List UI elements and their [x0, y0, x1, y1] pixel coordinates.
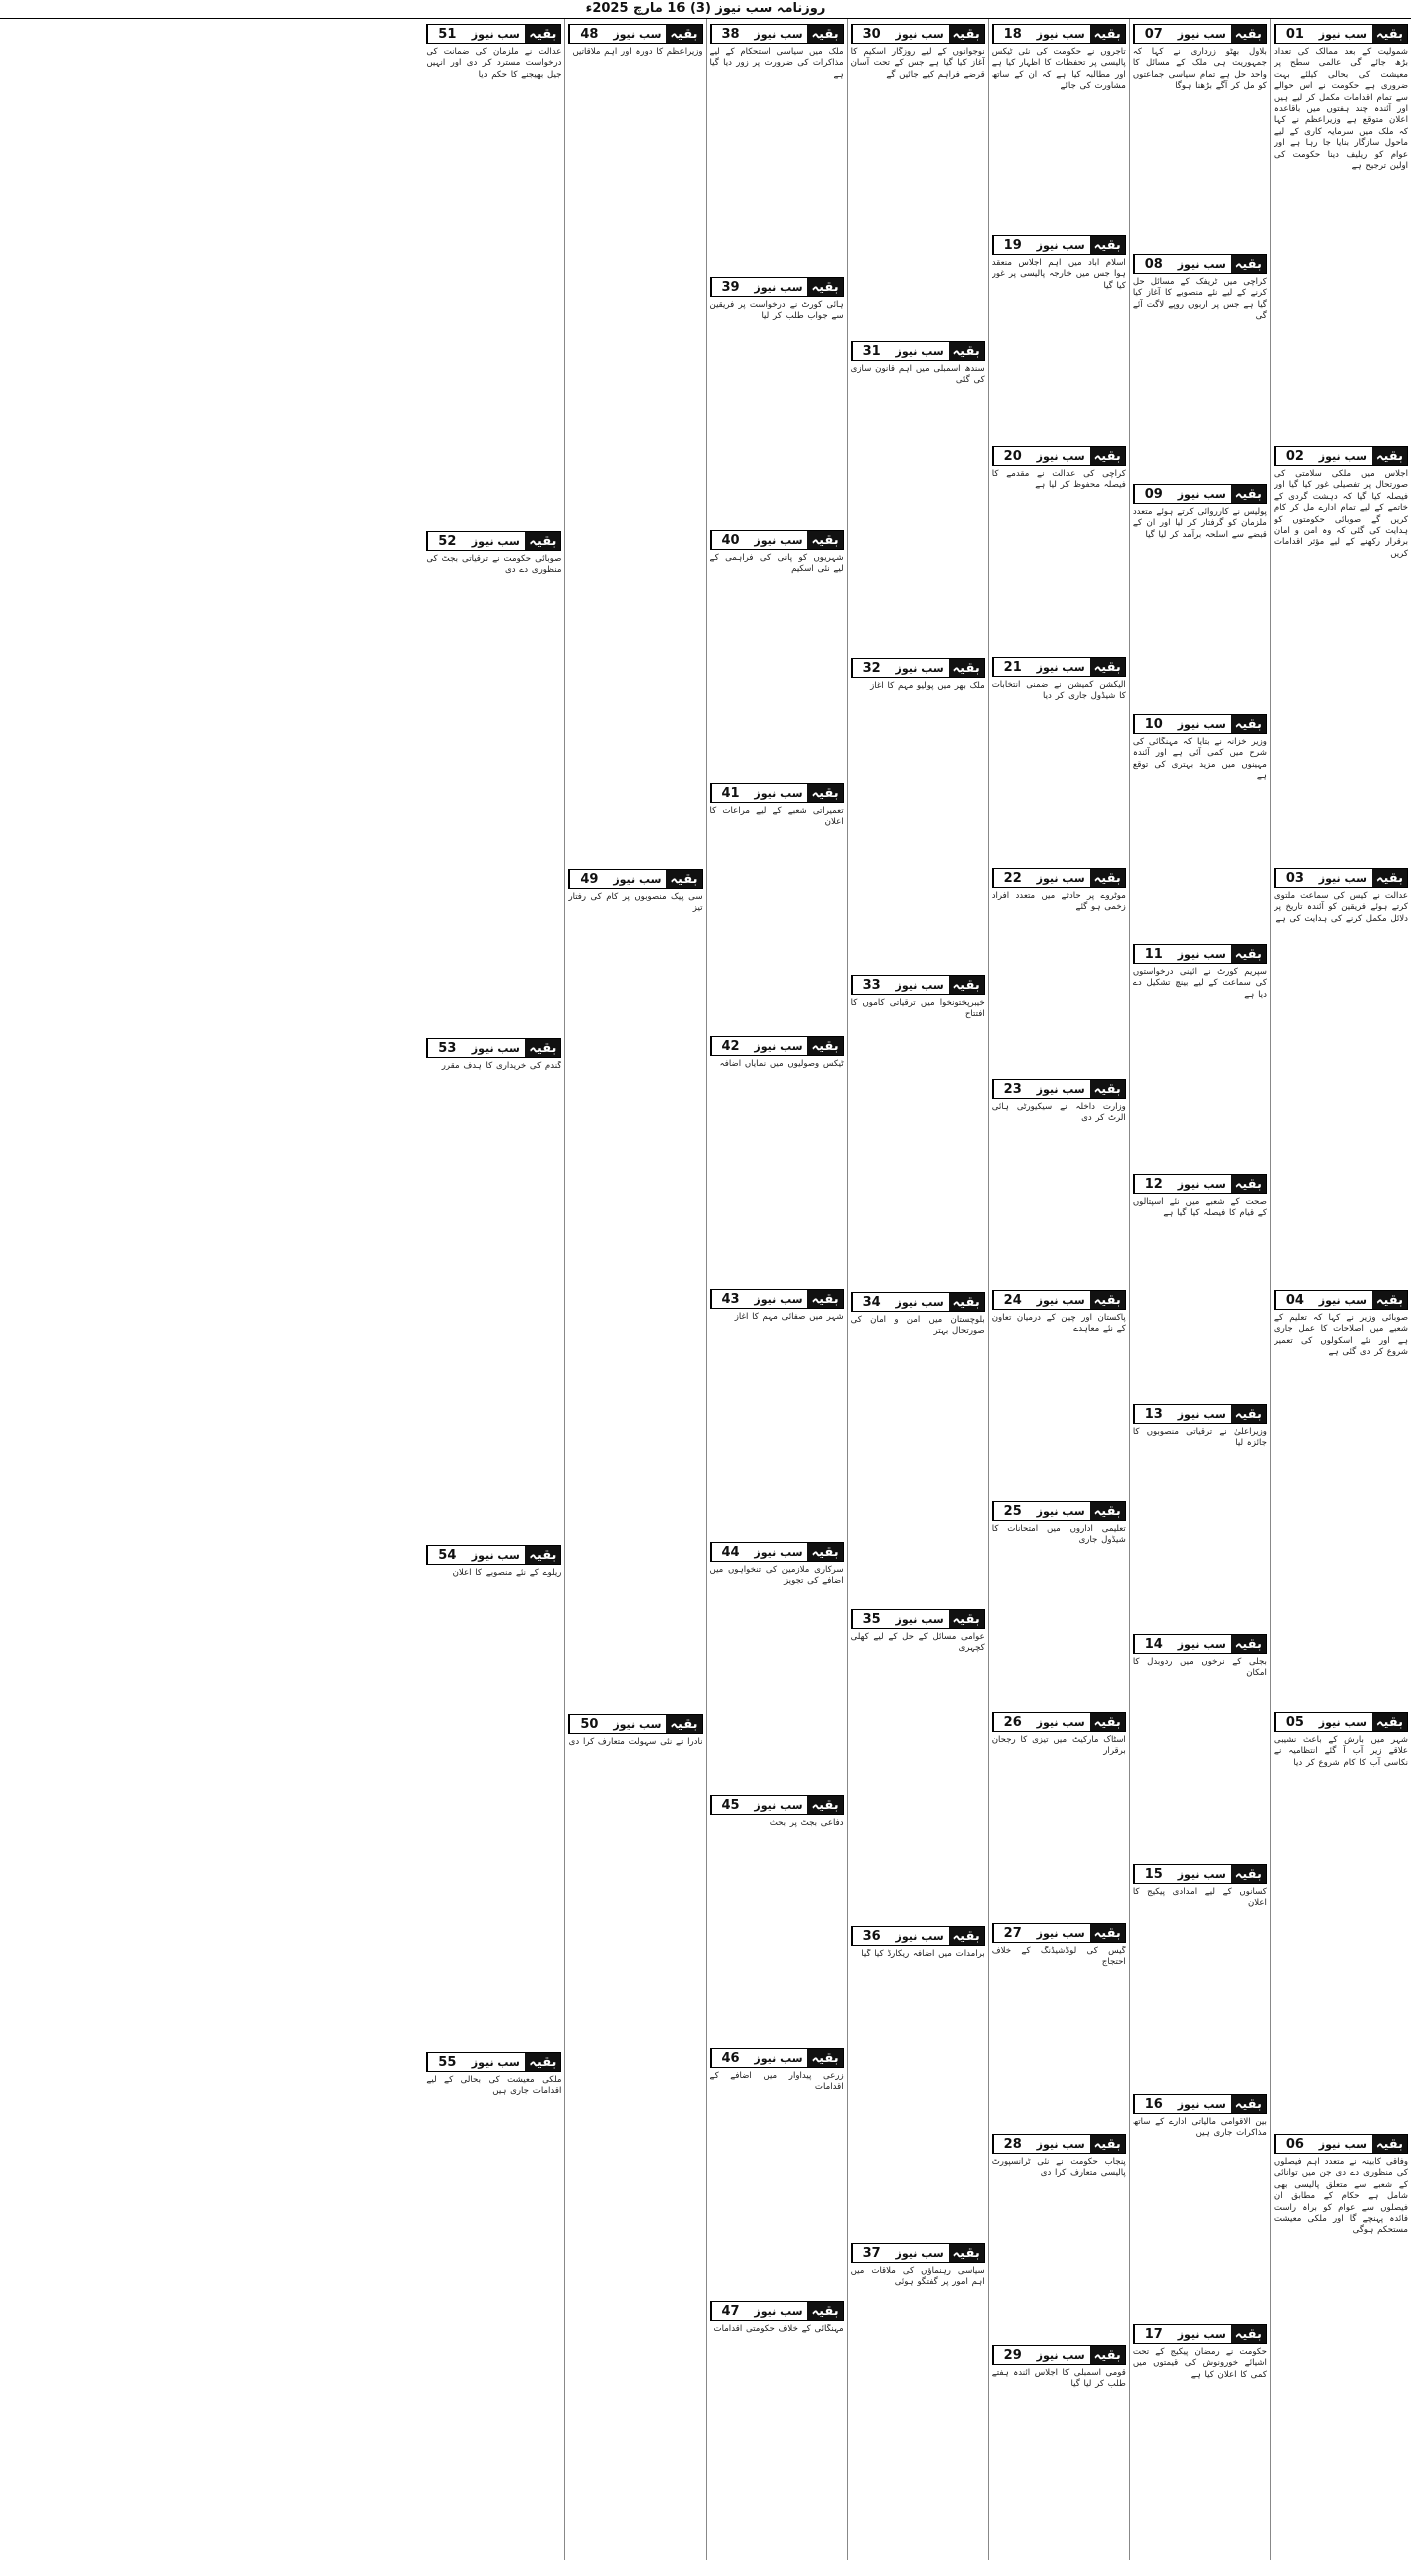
article-text: وزارت داخلہ نے سیکیورٹی ہائی الرٹ کر دی: [991, 1102, 1126, 1124]
continuation-tag: [1133, 1174, 1267, 1194]
continuation-number: 54: [427, 1546, 466, 1564]
continuation-number: 23: [993, 1080, 1032, 1098]
sub-news-label: سب نیوز: [1036, 2348, 1085, 2362]
sub-news-label: سب نیوز: [1036, 2137, 1085, 2151]
continuation-tag: [568, 1714, 702, 1734]
continuation-number: 16: [1134, 2095, 1173, 2113]
article-text: گیس کی لوڈشیڈنگ کے خلاف احتجاج: [991, 1946, 1126, 1968]
continuation-number: 41: [711, 784, 750, 802]
continuation-tag: [426, 531, 561, 551]
article-text: صوبائی وزیر نے کہا کہ تعلیم کے شعبے میں اصلاحات کا عمل جاری ہے اور نئے اسکولوں کی تعمیر شروع کر دی گئی ہے: [1273, 1313, 1408, 1358]
continuation-number: 04: [1275, 1291, 1314, 1309]
baqia-label: بقیہ: [1090, 1502, 1125, 1520]
sub-news-label: سب نیوز: [471, 1041, 520, 1055]
continuation-number: 26: [993, 1713, 1032, 1731]
sub-news-label: سب نیوز: [895, 978, 944, 992]
article-text: سرکاری ملازمین کی تنخواہوں میں اضافے کی تجویز: [709, 1565, 844, 1587]
sub-news-label: سب نیوز: [1177, 487, 1226, 501]
article-text: دفاعی بجٹ پر بحث: [769, 1818, 844, 1828]
baqia-label: بقیہ: [949, 342, 984, 360]
sub-news-label: سب نیوز: [754, 280, 803, 294]
baqia-label: بقیہ: [1231, 2095, 1266, 2113]
sub-news-label: سب نیوز: [1318, 1293, 1367, 1307]
sub-news-label: سب نیوز: [895, 2246, 944, 2260]
continuation-number: 08: [1134, 255, 1173, 273]
sub-news-label: سب نیوز: [895, 1295, 944, 1309]
continuation-tag: [992, 2345, 1126, 2365]
baqia-label: بقیہ: [1090, 1924, 1125, 1942]
sub-news-label: سب نیوز: [1177, 1407, 1226, 1421]
article-text: ملک میں سیاسی استحکام کے لیے مذاکرات کی ضرورت پر زور دیا گیا ہے: [709, 47, 844, 80]
article-text: نوجوانوں کے لیے روزگار اسکیم کا آغاز کیا گیا ہے جس کے تحت آسان قرضے فراہم کیے جائیں گے: [850, 47, 985, 80]
article-text: وزیر خزانہ نے بتایا کہ مہنگائی کی شرح میں کمی آئی ہے اور آئندہ مہینوں میں مزید بہتری کی توقع ہے: [1132, 737, 1267, 782]
continuation-tag: [1274, 1712, 1408, 1732]
baqia-label: بقیہ: [949, 1293, 984, 1311]
news-column: [1270, 19, 1411, 2560]
article-text: تاجروں نے حکومت کی نئی ٹیکس پالیسی پر تحفظات کا اظہار کیا ہے اور مطالبہ کیا ہے کہ ان کے ساتھ مشاورت کی جائے: [991, 47, 1126, 92]
continuation-number: 19: [993, 236, 1032, 254]
continuation-tag: [1133, 484, 1267, 504]
baqia-label: بقیہ: [1090, 2346, 1125, 2364]
article-text: مہنگائی کے خلاف حکومتی اقدامات: [713, 2324, 844, 2334]
article-text: اسلام آباد میں اہم اجلاس منعقد ہوا جس میں خارجہ پالیسی پر غور کیا گیا: [991, 258, 1126, 291]
continuation-tag: [1274, 446, 1408, 466]
sub-news-label: سب نیوز: [1036, 27, 1085, 41]
sub-news-label: سب نیوز: [613, 27, 662, 41]
sub-news-label: سب نیوز: [895, 344, 944, 358]
baqia-label: بقیہ: [1090, 658, 1125, 676]
continuation-number: 33: [852, 976, 891, 994]
article-text: وزیراعظم کا دورہ اور اہم ملاقاتیں: [572, 47, 703, 57]
continuation-tag: [992, 657, 1126, 677]
continuation-number: 34: [852, 1293, 891, 1311]
article-text: صحت کے شعبے میں نئے اسپتالوں کے قیام کا فیصلہ کیا گیا ہے: [1132, 1197, 1267, 1219]
sub-news-label: سب نیوز: [1177, 2327, 1226, 2341]
continuation-number: 02: [1275, 447, 1314, 465]
continuation-tag: [992, 235, 1126, 255]
continuation-number: 01: [1275, 25, 1314, 43]
baqia-label: بقیہ: [1231, 945, 1266, 963]
article-text: عدالت نے ملزمان کی ضمانت کی درخواست مسترد کر دی اور انہیں جیل بھیجنے کا حکم دیا: [426, 47, 562, 80]
article-text: ٹیکس وصولیوں میں نمایاں اضافہ: [719, 1059, 844, 1069]
article-text: سپریم کورٹ نے آئینی درخواستوں کی سماعت کے لیے بینچ تشکیل دے دیا ہے: [1132, 967, 1267, 1000]
continuation-number: 30: [852, 25, 891, 43]
baqia-label: بقیہ: [1231, 485, 1266, 503]
baqia-label: بقیہ: [1090, 869, 1125, 887]
continuation-number: 40: [711, 531, 750, 549]
news-column: [988, 19, 1129, 2560]
continuation-tag: [992, 868, 1126, 888]
article-text: شہر میں بارش کے باعث نشیبی علاقے زیر آب آ گئے انتظامیہ نے نکاسی آب کا کام شروع کر دیا: [1273, 1735, 1408, 1768]
sub-news-label: سب نیوز: [754, 1545, 803, 1559]
article-text: پاکستان اور چین کے درمیان تعاون کے نئے معاہدے: [991, 1313, 1126, 1335]
article-text: بجلی کے نرخوں میں ردوبدل کا امکان: [1132, 1657, 1267, 1679]
article-text: تعمیراتی شعبے کے لیے مراعات کا اعلان: [709, 806, 844, 828]
continuation-tag: [710, 530, 844, 550]
baqia-label: بقیہ: [666, 1715, 701, 1733]
baqia-label: بقیہ: [807, 2049, 842, 2067]
baqia-label: بقیہ: [666, 870, 701, 888]
sub-news-label: سب نیوز: [1318, 1715, 1367, 1729]
baqia-label: بقیہ: [807, 1037, 842, 1055]
continuation-number: 48: [569, 25, 608, 43]
continuation-number: 32: [852, 659, 891, 677]
continuation-number: 17: [1134, 2325, 1173, 2343]
baqia-label: بقیہ: [949, 976, 984, 994]
continuation-tag: [992, 2134, 1126, 2154]
article-text: سندھ اسمبلی میں اہم قانون سازی کی گئی: [850, 364, 985, 386]
continuation-tag: [1274, 2134, 1408, 2154]
baqia-label: بقیہ: [1231, 1175, 1266, 1193]
continuation-tag: [851, 1926, 985, 1946]
sub-news-label: سب نیوز: [1036, 1504, 1085, 1518]
baqia-label: بقیہ: [807, 1543, 842, 1561]
baqia-label: بقیہ: [525, 1039, 560, 1057]
continuation-tag: [851, 2243, 985, 2263]
continuation-tag: [851, 1292, 985, 1312]
continuation-tag: [992, 1712, 1126, 1732]
article-text: ریلوے کے نئے منصوبے کا اعلان: [452, 1568, 562, 1578]
baqia-label: بقیہ: [807, 278, 842, 296]
continuation-tag: [851, 975, 985, 995]
continuation-number: 15: [1134, 1865, 1173, 1883]
news-column: [423, 19, 564, 2560]
continuation-tag: [1133, 2324, 1267, 2344]
sub-news-label: سب نیوز: [613, 1717, 662, 1731]
continuation-number: 35: [852, 1610, 891, 1628]
sub-news-label: سب نیوز: [1177, 717, 1226, 731]
sub-news-label: سب نیوز: [1177, 2097, 1226, 2111]
news-column: [706, 19, 847, 2560]
baqia-label: بقیہ: [1231, 25, 1266, 43]
sub-news-label: سب نیوز: [613, 872, 662, 886]
continuation-number: 03: [1275, 869, 1314, 887]
continuation-tag: [710, 2301, 844, 2321]
continuation-number: 44: [711, 1543, 750, 1561]
continuation-tag: [710, 2048, 844, 2068]
continuation-tag: [426, 1545, 561, 1565]
news-column: [1129, 19, 1270, 2560]
continuation-tag: [851, 1609, 985, 1629]
baqia-label: بقیہ: [949, 659, 984, 677]
sub-news-label: سب نیوز: [895, 27, 944, 41]
baqia-label: بقیہ: [807, 531, 842, 549]
continuation-tag: [1133, 1404, 1267, 1424]
baqia-label: بقیہ: [1090, 447, 1125, 465]
continuation-number: 49: [569, 870, 608, 888]
article-text: سی پیک منصوبوں پر کام کی رفتار تیز: [568, 892, 703, 914]
continuation-number: 20: [993, 447, 1032, 465]
article-text: حکومت نے رمضان پیکیج کے تحت اشیائے خورونوش کی قیمتوں میں کمی کا اعلان کیا ہے: [1132, 2347, 1267, 2380]
sub-news-label: سب نیوز: [1177, 257, 1226, 271]
sub-news-label: سب نیوز: [1318, 871, 1367, 885]
sub-news-label: سب نیوز: [895, 661, 944, 675]
continuation-number: 06: [1275, 2135, 1314, 2153]
article-text: ملک بھر میں پولیو مہم کا آغاز: [870, 681, 985, 691]
baqia-label: بقیہ: [1372, 25, 1407, 43]
continuation-number: 18: [993, 25, 1032, 43]
continuation-number: 14: [1134, 1635, 1173, 1653]
continuation-number: 38: [711, 25, 750, 43]
baqia-label: بقیہ: [1090, 25, 1125, 43]
baqia-label: بقیہ: [1372, 447, 1407, 465]
continuation-number: 27: [993, 1924, 1032, 1942]
article-text: برآمدات میں اضافہ ریکارڈ کیا گیا: [861, 1949, 985, 1959]
sub-news-label: سب نیوز: [754, 1798, 803, 1812]
continuation-number: 09: [1134, 485, 1173, 503]
sub-news-label: سب نیوز: [1036, 660, 1085, 674]
baqia-label: بقیہ: [666, 25, 701, 43]
article-text: عوامی مسائل کے حل کے لیے کھلی کچہری: [850, 1632, 985, 1654]
article-text: گندم کی خریداری کا ہدف مقرر: [441, 1061, 562, 1071]
continuation-number: 50: [569, 1715, 608, 1733]
article-text: ملکی معیشت کی بحالی کے لیے اقدامات جاری ہیں: [426, 2075, 562, 2097]
baqia-label: بقیہ: [1231, 1405, 1266, 1423]
continuation-tag: [851, 24, 985, 44]
baqia-label: بقیہ: [949, 1927, 984, 1945]
sub-news-label: سب نیوز: [754, 533, 803, 547]
article-text: اجلاس میں ملکی سلامتی کی صورتحال پر تفصیلی غور کیا گیا اور فیصلہ کیا گیا کہ دہشت گردی کے خاتمے کے لیے تمام ادارے مل کر کام کریں گے صوبائی حکومتوں کو ہدایت کی گئی کہ وہ امن و امان برقرار رکھنے کے لیے مؤثر اقدامات کریں: [1273, 469, 1408, 559]
sub-news-label: سب نیوز: [754, 27, 803, 41]
article-text: خیبرپختونخوا میں ترقیاتی کاموں کا افتتاح: [850, 998, 985, 1020]
continuation-number: 07: [1134, 25, 1173, 43]
continuation-number: 11: [1134, 945, 1173, 963]
baqia-label: بقیہ: [1231, 2325, 1266, 2343]
continuation-number: 36: [852, 1927, 891, 1945]
continuation-number: 42: [711, 1037, 750, 1055]
article-text: صوبائی حکومت نے ترقیاتی بجٹ کی منظوری دے دی: [426, 554, 562, 576]
baqia-label: بقیہ: [807, 2302, 842, 2320]
baqia-label: بقیہ: [1090, 236, 1125, 254]
sub-news-label: سب نیوز: [895, 1929, 944, 1943]
sub-news-label: سب نیوز: [1036, 449, 1085, 463]
baqia-label: بقیہ: [1090, 1291, 1125, 1309]
continuation-number: 45: [711, 1796, 750, 1814]
article-text: شہریوں کو پانی کی فراہمی کے لیے نئی اسکیم: [709, 553, 844, 575]
continuation-tag: [851, 658, 985, 678]
newspaper-header: روزنامہ سب نیوز (3) 16 مارچ 2025ء: [0, 0, 1411, 19]
continuation-number: 37: [852, 2244, 891, 2262]
continuation-tag: [568, 24, 702, 44]
continuation-number: 53: [427, 1039, 466, 1057]
continuation-number: 43: [711, 1290, 750, 1308]
baqia-label: بقیہ: [949, 2244, 984, 2262]
continuation-number: 22: [993, 869, 1032, 887]
continuation-number: 05: [1275, 1713, 1314, 1731]
continuation-tag: [710, 1036, 844, 1056]
continuation-tag: [1133, 2094, 1267, 2114]
baqia-label: بقیہ: [949, 25, 984, 43]
continuation-number: 46: [711, 2049, 750, 2067]
article-text: وزیراعلیٰ نے ترقیاتی منصوبوں کا جائزہ لیا: [1132, 1427, 1267, 1449]
continuation-tag: [1274, 868, 1408, 888]
continuation-tag: [992, 1079, 1126, 1099]
continuation-tag: [1133, 714, 1267, 734]
sub-news-label: سب نیوز: [471, 2055, 520, 2069]
baqia-label: بقیہ: [1372, 869, 1407, 887]
sub-news-label: سب نیوز: [1036, 1715, 1085, 1729]
sub-news-label: سب نیوز: [754, 2051, 803, 2065]
baqia-label: بقیہ: [1231, 255, 1266, 273]
sub-news-label: سب نیوز: [1177, 947, 1226, 961]
sub-news-label: سب نیوز: [1036, 1082, 1085, 1096]
baqia-label: بقیہ: [807, 1290, 842, 1308]
article-text: پولیس نے کارروائی کرتے ہوئے متعدد ملزمان کو گرفتار کر لیا اور ان کے قبضے سے اسلحہ برآمد کر لیا گیا: [1132, 507, 1267, 540]
continuation-number: 12: [1134, 1175, 1173, 1193]
baqia-label: بقیہ: [1372, 1713, 1407, 1731]
continuation-number: 25: [993, 1502, 1032, 1520]
continuation-tag: [1133, 254, 1267, 274]
continuation-tag: [426, 2052, 561, 2072]
news-column: [564, 19, 705, 2560]
continuation-tag: [710, 1289, 844, 1309]
continuation-tag: [1133, 1634, 1267, 1654]
continuation-number: 21: [993, 658, 1032, 676]
sub-news-label: سب نیوز: [471, 27, 520, 41]
continuation-tag: [992, 24, 1126, 44]
baqia-label: بقیہ: [949, 1610, 984, 1628]
continuation-number: 55: [427, 2053, 466, 2071]
sub-news-label: سب نیوز: [471, 1548, 520, 1562]
newspaper-page: [0, 19, 1411, 2560]
continuation-tag: [568, 869, 702, 889]
baqia-label: بقیہ: [1231, 1865, 1266, 1883]
continuation-number: 47: [711, 2302, 750, 2320]
article-text: بین الاقوامی مالیاتی ادارے کے ساتھ مذاکرات جاری ہیں: [1132, 2117, 1267, 2139]
continuation-number: 29: [993, 2346, 1032, 2364]
article-text: بلوچستان میں امن و امان کی صورتحال بہتر: [850, 1315, 985, 1337]
baqia-label: بقیہ: [807, 1796, 842, 1814]
baqia-label: بقیہ: [1090, 2135, 1125, 2153]
sub-news-label: سب نیوز: [1177, 27, 1226, 41]
sub-news-label: سب نیوز: [1036, 1293, 1085, 1307]
sub-news-label: سب نیوز: [1036, 238, 1085, 252]
article-text: شمولیت کے بعد ممالک کی تعداد بڑھ جائے گی عالمی سطح پر معیشت کی بحالی کیلئے بہت ضروری ہے حکومت نے اس حوالے سے تمام اقدامات مکمل کر لیے ہیں اور آئندہ چند ہفتوں میں باقاعدہ اعلان متوقع ہے وزیراعظم نے کہا کہ ملک میں سرمایہ کاری کے لیے ماحول سازگار بنایا جا رہا ہے اور عوام کو ریلیف دینا حکومت کی اولین ترجیح ہے: [1273, 47, 1408, 172]
continuation-tag: [1274, 24, 1408, 44]
continuation-number: 10: [1134, 715, 1173, 733]
continuation-tag: [851, 341, 985, 361]
sub-news-label: سب نیوز: [895, 1612, 944, 1626]
article-text: عدالت نے کیس کی سماعت ملتوی کرتے ہوئے فریقین کو آئندہ تاریخ پر دلائل مکمل کرنے کی ہدایت کی ہے: [1273, 891, 1408, 924]
continuation-tag: [1274, 1290, 1408, 1310]
sub-news-label: سب نیوز: [1177, 1637, 1226, 1651]
article-text: شہر میں صفائی مہم کا آغاز: [734, 1312, 844, 1322]
sub-news-label: سب نیوز: [1036, 871, 1085, 885]
continuation-tag: [710, 277, 844, 297]
baqia-label: بقیہ: [1090, 1713, 1125, 1731]
article-text: الیکشن کمیشن نے ضمنی انتخابات کا شیڈول جاری کر دیا: [991, 680, 1126, 702]
sub-news-label: سب نیوز: [1318, 27, 1367, 41]
article-text: سیاسی رہنماؤں کی ملاقات میں اہم امور پر گفتگو ہوئی: [850, 2266, 985, 2288]
continuation-tag: [992, 1501, 1126, 1521]
article-text: کراچی کی عدالت نے مقدمے کا فیصلہ محفوظ کر لیا ہے: [991, 469, 1126, 491]
continuation-tag: [710, 1795, 844, 1815]
continuation-tag: [710, 1542, 844, 1562]
sub-news-label: سب نیوز: [1036, 1926, 1085, 1940]
article-text: کسانوں کے لیے امدادی پیکیج کا اعلان: [1132, 1887, 1267, 1909]
continuation-tag: [1133, 24, 1267, 44]
article-text: وفاقی کابینہ نے متعدد اہم فیصلوں کی منظوری دے دی جن میں توانائی کے شعبے سے متعلق پالیسی بھی شامل ہے حکام کے مطابق ان فیصلوں سے عوام کو براہ راست فائدہ پہنچے گا اور ملکی معیشت مستحکم ہوگی: [1273, 2157, 1408, 2236]
baqia-label: بقیہ: [1372, 2135, 1407, 2153]
baqia-label: بقیہ: [525, 532, 560, 550]
continuation-tag: [426, 24, 561, 44]
sub-news-label: سب نیوز: [1318, 2137, 1367, 2151]
sub-news-label: سب نیوز: [754, 1292, 803, 1306]
sub-news-label: سب نیوز: [1318, 449, 1367, 463]
article-text: بلاول بھٹو زرداری نے کہا کہ جمہوریت ہی ملک کے مسائل کا واحد حل ہے تمام سیاسی جماعتوں کو مل کر آگے بڑھنا ہوگا: [1132, 47, 1267, 92]
baqia-label: بقیہ: [1231, 715, 1266, 733]
sub-news-label: سب نیوز: [754, 786, 803, 800]
article-text: تعلیمی اداروں میں امتحانات کا شیڈول جاری: [991, 1524, 1126, 1546]
baqia-label: بقیہ: [807, 25, 842, 43]
sub-news-label: سب نیوز: [471, 534, 520, 548]
baqia-label: بقیہ: [1231, 1635, 1266, 1653]
sub-news-label: سب نیوز: [1177, 1177, 1226, 1191]
article-text: ہائی کورٹ نے درخواست پر فریقین سے جواب طلب کر لیا: [709, 300, 844, 322]
news-column: [847, 19, 988, 2560]
continuation-tag: [992, 1923, 1126, 1943]
continuation-tag: [710, 783, 844, 803]
continuation-number: 13: [1134, 1405, 1173, 1423]
continuation-tag: [1133, 944, 1267, 964]
continuation-number: 51: [427, 25, 466, 43]
sub-news-label: سب نیوز: [754, 2304, 803, 2318]
continuation-tag: [426, 1038, 561, 1058]
baqia-label: بقیہ: [525, 2053, 560, 2071]
sub-news-label: سب نیوز: [1177, 1867, 1226, 1881]
article-text: کراچی میں ٹریفک کے مسائل حل کرنے کے لیے نئے منصوبے کا آغاز کیا گیا ہے جس پر اربوں روپے لاگت آئے گی: [1132, 277, 1267, 322]
article-text: نادرا نے نئی سہولت متعارف کرا دی: [568, 1737, 703, 1747]
sub-news-label: سب نیوز: [754, 1039, 803, 1053]
continuation-number: 31: [852, 342, 891, 360]
baqia-label: بقیہ: [1372, 1291, 1407, 1309]
baqia-label: بقیہ: [525, 1546, 560, 1564]
continuation-tag: [710, 24, 844, 44]
baqia-label: بقیہ: [1090, 1080, 1125, 1098]
continuation-number: 39: [711, 278, 750, 296]
continuation-number: 52: [427, 532, 466, 550]
article-text: پنجاب حکومت نے نئی ٹرانسپورٹ پالیسی متعارف کرا دی: [991, 2157, 1126, 2179]
article-text: موٹروے پر حادثے میں متعدد افراد زخمی ہو گئے: [991, 891, 1126, 913]
continuation-tag: [1133, 1864, 1267, 1884]
continuation-tag: [992, 1290, 1126, 1310]
continuation-number: 24: [993, 1291, 1032, 1309]
article-text: اسٹاک مارکیٹ میں تیزی کا رجحان برقرار: [991, 1735, 1126, 1757]
continuation-tag: [992, 446, 1126, 466]
baqia-label: بقیہ: [525, 25, 560, 43]
baqia-label: بقیہ: [807, 784, 842, 802]
continuation-number: 28: [993, 2135, 1032, 2153]
article-text: قومی اسمبلی کا اجلاس آئندہ ہفتے طلب کر لیا گیا: [991, 2368, 1126, 2390]
article-text: زرعی پیداوار میں اضافے کے اقدامات: [709, 2071, 844, 2093]
